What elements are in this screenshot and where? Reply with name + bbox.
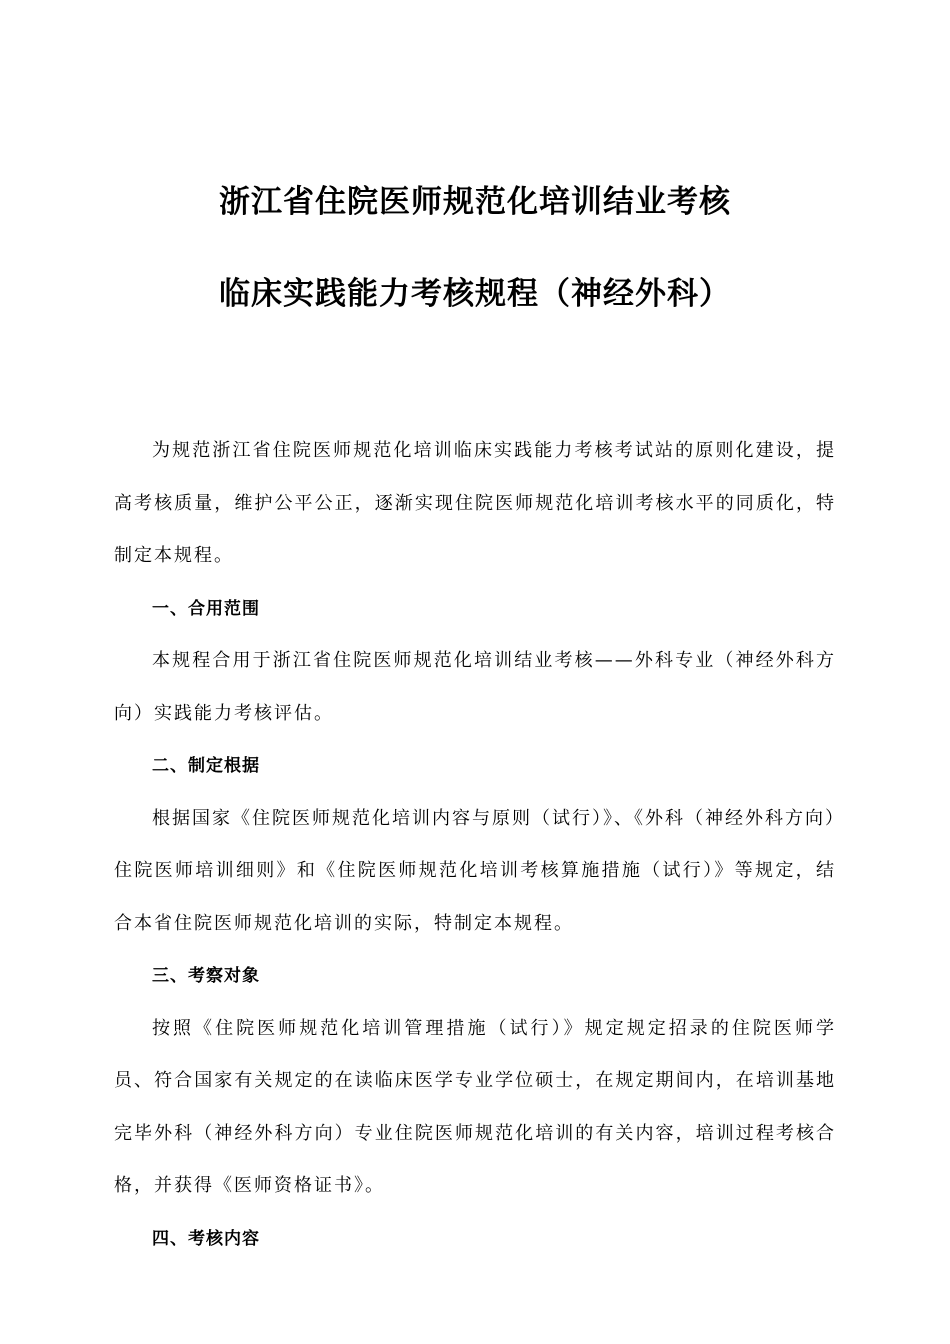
document-body (114, 425, 836, 1265)
section-heading-scope: 一、合用范围 (152, 598, 260, 619)
section-heading-content: 四、考核内容 (152, 1228, 260, 1249)
section-text-basis: 根据国家《住院医师规范化培训内容与原则（试行）》、《外科（神经外科方向）住院医师培训细则》和《住院医师规范化培训考核算施措施（试行）》等规定，结合本省住院医师规范化培训的实际，特制定本规程。 (114, 807, 836, 934)
document-title-line-1: 浙江省住院医师规范化培训结业考核 (219, 184, 731, 220)
document-title-line-2: 临床实践能力考核规程（神经外科） (219, 276, 731, 312)
section-text-subjects: 按照《住院医师规范化培训管理措施（试行）》规定规定招录的住院医师学员、符合国家有关规定的在读临床医学专业学位硕士，在规定期间内，在培训基地完毕外科（神经外科方向）专业住院医师规范化培训的有关内容，培训过程考核合格，并获得《医师资格证书》。 (114, 1017, 836, 1196)
section-heading-subjects: 三、考察对象 (152, 966, 260, 986)
section-text-scope: 本规程合用于浙江省住院医师规范化培训结业考核——外科专业（神经外科方向）实践能力考核评估。 (114, 650, 836, 724)
section-heading-basis: 二、制定根据 (152, 756, 260, 776)
intro-paragraph: 为规范浙江省住院医师规范化培训临床实践能力考核考试站的原则化建设，提高考核质量，维护公平公正，逐渐实现住院医师规范化培训考核水平的同质化，特制定本规程。 (114, 440, 836, 566)
